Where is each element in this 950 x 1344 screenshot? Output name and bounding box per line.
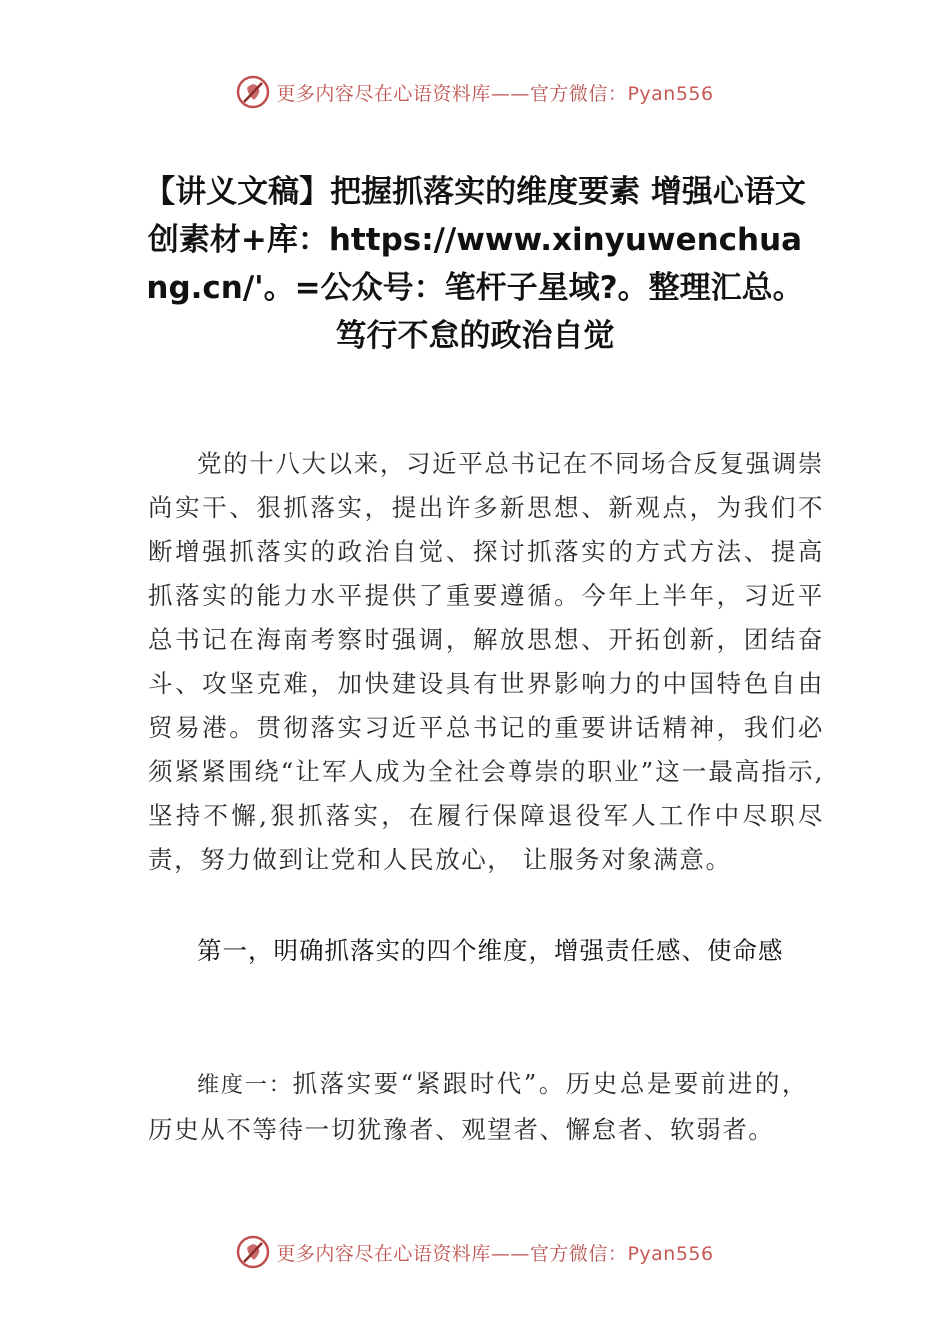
heart-pen-logo-icon <box>236 75 270 109</box>
footer-banner <box>0 1232 950 1272</box>
banner-text <box>276 1239 713 1266</box>
body-paragraph-1: 党的十八大以来，习近平总书记在不同场合反复强调崇尚实干、狠抓落实，提出许多新思想、新观点，为我们不断增强抓落实的政治自觉、探讨抓落实的方式方法、提高抓落实的能力水平提供了重要遵循。今年上半年，习近平总书记在海南考察时强调，解放思想、开拓创新，团结奋斗、攻坚克难，加快建设具有世界影响力的中国特色自由贸易港。贯彻落实习近平总书记的重要讲话精神，我们必须紧紧围绕“让军人成为全社会尊崇的职业”这一最高指示,坚持不懈,狠抓落实，在履行保障退役军人工作中尽职尽责，努力做到让党和人民放心， 让服务对象满意。 <box>148 449 824 874</box>
body-paragraph-2 <box>148 1062 808 1152</box>
banner-main-text: 更多内容尽在心语资料库 <box>276 1242 491 1265</box>
document-title: 【讲义文稿】把握抓落实的维度要素 增强心语文创素材+库：https://www.xinyuwenchuang.cn/'。=公众号：笔杆子星域?。整理汇总。笃行不怠的政治自觉 <box>144 174 806 354</box>
heart-pen-logo-icon <box>236 1235 270 1269</box>
banner-main-text: 更多内容尽在心语资料库 <box>276 82 491 105</box>
banner-wechat-id: Pyan556 <box>627 1242 714 1265</box>
dimension-one-label: 维度一： <box>197 1073 293 1098</box>
dimension-one-text: 抓落实要“紧跟时代”。历史总是要前进的，历史从不等待一切犹豫者、观望者、懈怠者、软弱者。 <box>148 1069 808 1144</box>
banner-wechat-label: 官方微信： <box>529 82 628 105</box>
banner-dash: —— <box>490 1242 530 1265</box>
banner-dash: —— <box>490 82 530 105</box>
banner-text <box>276 79 713 106</box>
banner-wechat-id: Pyan556 <box>627 82 714 105</box>
banner-wechat-label: 官方微信： <box>529 1242 628 1265</box>
section-heading-1: 第一，明确抓落实的四个维度，增强责任感、使命感 <box>197 936 784 965</box>
header-banner <box>0 72 950 112</box>
